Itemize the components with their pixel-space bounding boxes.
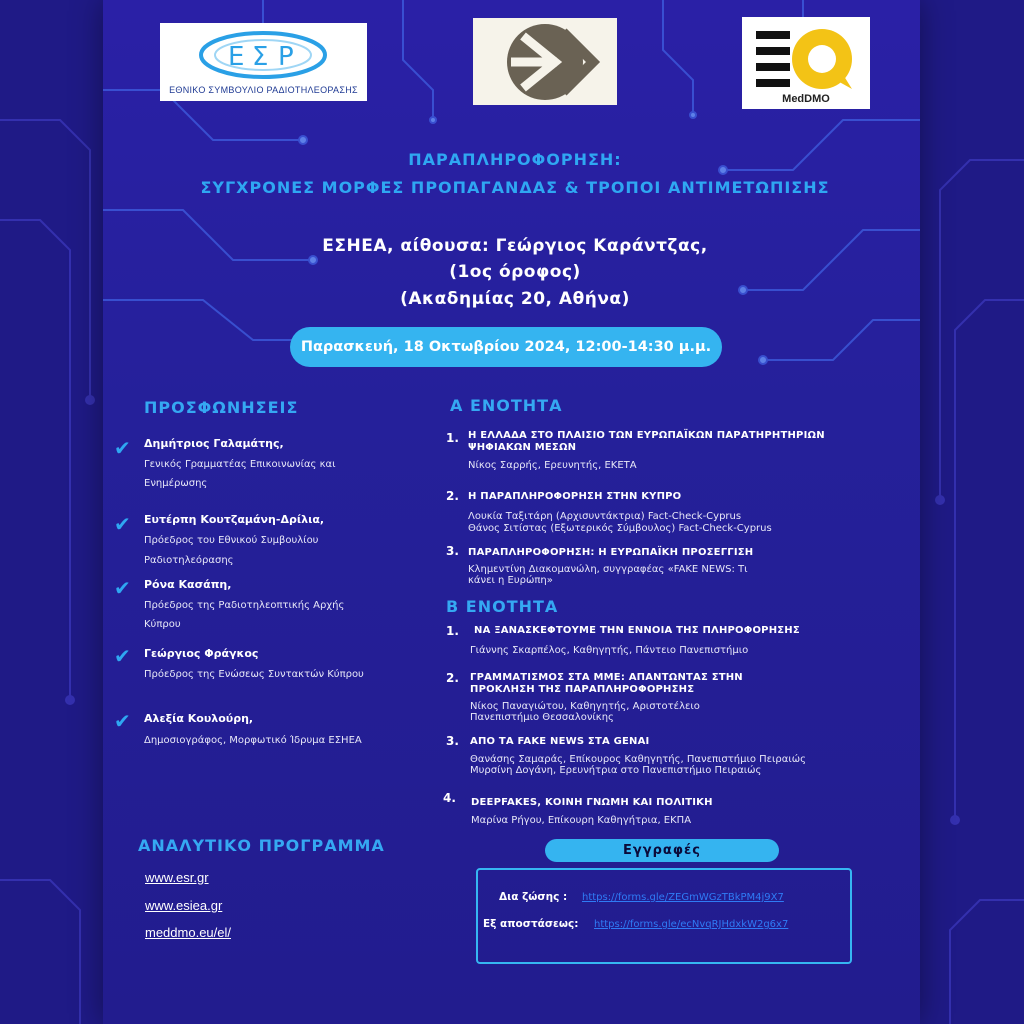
speaker-role: Κύπρου bbox=[144, 619, 181, 630]
speaker-name: Γεώργιος Φράγκος bbox=[144, 647, 259, 660]
check-icon: ✔ bbox=[114, 576, 131, 600]
item-number: 3. bbox=[446, 734, 459, 748]
speaker-role: Ενημέρωσης bbox=[144, 478, 208, 489]
remote-label: Εξ αποστάσεως: bbox=[483, 918, 579, 930]
item-number: 2. bbox=[446, 489, 459, 503]
item-speaker: Νίκος Παναγιώτου, Καθηγητής, Αριστοτέλειο bbox=[470, 701, 700, 712]
item-title: ΠΡΟΚΛΗΣΗ ΤΗΣ ΠΑΡΑΠΛΗΡΟΦΟΡΗΣΗΣ bbox=[470, 684, 695, 695]
item-title: ΓΡΑΜΜΑΤΙΣΜΟΣ ΣΤΑ ΜΜΕ: ΑΠΑΝΤΩΝΤΑΣ ΣΤΗΝ bbox=[470, 672, 743, 683]
registration-box bbox=[476, 868, 852, 964]
check-icon: ✔ bbox=[114, 512, 131, 536]
speaker-name: Ευτέρπη Κουτζαμάνη-Δρίλια, bbox=[144, 513, 325, 526]
item-title: ΑΠΟ ΤΑ FAKE NEWS ΣΤΑ GENAI bbox=[470, 736, 650, 747]
venue-line2: (1ος όροφος) bbox=[449, 262, 581, 282]
svg-text:Ε: Ε bbox=[228, 42, 245, 72]
speaker-name: Αλεξία Κουλούρη, bbox=[144, 712, 254, 725]
event-title-line2: ΣΥΓΧΡΟΝΕΣ ΜΟΡΦΕΣ ΠΡΟΠΑΓΑΝΔΑΣ & ΤΡΟΠΟΙ ΑΝΤΙΜΕΤΩΠΙΣΗΣ bbox=[200, 178, 830, 197]
in-person-form-link[interactable]: https://forms.gle/ZEGmWGzTBkPM4j9X7 bbox=[582, 892, 784, 903]
speaker-role: Γενικός Γραμματέας Επικοινωνίας και bbox=[144, 459, 336, 470]
section-a-heading: Α ΕΝΟΤΗΤΑ bbox=[450, 396, 563, 415]
meddmo-website-link[interactable]: meddmo.eu/el/ bbox=[145, 925, 231, 940]
item-speaker: Μυρσίνη Δογάνη, Ερευνήτρια στο Πανεπιστήμιο Πειραιώς bbox=[470, 765, 762, 776]
speaker-role: Δημοσιογράφος, Μορφωτικό Ίδρυμα ΕΣΗΕΑ bbox=[144, 735, 362, 746]
remote-form-link[interactable]: https://forms.gle/ecNvqRJHdxkW2g6x7 bbox=[594, 919, 789, 930]
check-icon: ✔ bbox=[114, 644, 131, 668]
meddmo-emblem-icon bbox=[742, 17, 870, 91]
meddmo-caption: MedDMO bbox=[782, 93, 830, 105]
meddmo-logo bbox=[742, 17, 870, 109]
item-speaker: κάνει η Ευρώπη» bbox=[468, 575, 553, 586]
event-title-line1: ΠΑΡΑΠΛΗΡΟΦΟΡΗΣΗ: bbox=[408, 150, 622, 169]
venue-line1: ΕΣΗΕΑ, αίθουσα: Γεώργιος Καράντζας, bbox=[322, 236, 708, 256]
item-title: ΨΗΦΙΑΚΩΝ ΜΕΣΩΝ bbox=[468, 442, 577, 453]
check-icon: ✔ bbox=[114, 436, 131, 460]
esr-logo bbox=[160, 23, 367, 101]
item-title: Η ΠΑΡΑΠΛΗΡΟΦΟΡΗΣΗ ΣΤΗΝ ΚΥΠΡΟ bbox=[468, 491, 682, 502]
item-speaker: Θάνος Σιτίστας (Εξωτερικός Σύμβουλος) Fact-Check-Cyprus bbox=[468, 523, 772, 534]
greetings-heading: ΠΡΟΣΦΩΝΗΣΕΙΣ bbox=[144, 398, 299, 417]
check-icon: ✔ bbox=[114, 709, 131, 733]
esr-emblem-icon bbox=[160, 23, 367, 83]
item-number: 1. bbox=[446, 624, 459, 638]
esr-logo-caption: ΕΘΝΙΚΟ ΣΥΜΒΟΥΛΙΟ ΡΑΔΙΟΤΗΛΕΟΡΑΣΗΣ bbox=[169, 85, 358, 95]
speaker-role: Ραδιοτηλεόρασης bbox=[144, 555, 234, 566]
esiea-website-link[interactable]: www.esiea.gr bbox=[145, 898, 223, 913]
section-b-heading: Β ΕΝΟΤΗΤΑ bbox=[446, 597, 559, 616]
item-number: 4. bbox=[443, 791, 456, 805]
speaker-name: Δημήτριος Γαλαμάτης, bbox=[144, 437, 284, 450]
item-speaker: Νίκος Σαρρής, Ερευνητής, ΕΚΕΤΑ bbox=[468, 460, 637, 471]
program-heading: ΑΝΑΛΥΤΙΚΟ ΠΡΟΓΡΑΜΜΑ bbox=[138, 836, 385, 855]
item-speaker: Γιάννης Σκαρπέλος, Καθηγητής, Πάντειο Πανεπιστήμιο bbox=[470, 645, 749, 656]
esr-website-link[interactable]: www.esr.gr bbox=[145, 870, 209, 885]
item-speaker: Θανάσης Σαμαράς, Επίκουρος Καθηγητής, Πανεπιστήμιο Πειραιώς bbox=[470, 754, 806, 765]
registration-heading: Εγγραφές bbox=[545, 839, 779, 862]
venue-line3: (Ακαδημίας 20, Αθήνα) bbox=[400, 289, 630, 309]
esiea-emblem-icon bbox=[473, 18, 617, 105]
item-number: 2. bbox=[446, 671, 459, 685]
speaker-role: Πρόεδρος της Ενώσεως Συντακτών Κύπρου bbox=[144, 669, 364, 680]
item-speaker: Κλημεντίνη Διακομανώλη, συγγραφέας «FAKE NEWS: Τι bbox=[468, 564, 748, 575]
event-date-badge: Παρασκευή, 18 Οκτωβρίου 2024, 12:00-14:30 μ.μ. bbox=[290, 327, 722, 367]
item-title: ΠΑΡΑΠΛΗΡΟΦΟΡΗΣΗ: Η ΕΥΡΩΠΑΪΚΗ ΠΡΟΣΕΓΓΙΣΗ bbox=[468, 547, 754, 558]
svg-text:Σ: Σ bbox=[252, 42, 269, 72]
item-speaker: Πανεπιστήμιο Θεσσαλονίκης bbox=[470, 712, 614, 723]
item-title: Η ΕΛΛΑΔΑ ΣΤΟ ΠΛΑΙΣΙΟ ΤΩΝ ΕΥΡΩΠΑΪΚΩΝ ΠΑΡΑΤΗΡΗΤΗΡΙΩΝ bbox=[468, 430, 825, 441]
esiea-logo bbox=[473, 18, 617, 105]
item-speaker: Λουκία Ταξιτάρη (Αρχισυντάκτρια) Fact-Check-Cyprus bbox=[468, 511, 742, 522]
speaker-role: Πρόεδρος του Εθνικού Συμβουλίου bbox=[144, 535, 319, 546]
item-number: 1. bbox=[446, 431, 459, 445]
item-title: ΝΑ ΞΑΝΑΣΚΕΦΤΟΥΜΕ ΤΗΝ ΕΝΝΟΙΑ ΤΗΣ ΠΛΗΡΟΦΟΡΗΣΗΣ bbox=[474, 625, 800, 636]
speaker-role: Πρόεδρος της Ραδιοτηλεοπτικής Αρχής bbox=[144, 600, 345, 611]
item-speaker: Μαρίνα Ρήγου, Επίκουρη Καθηγήτρια, ΕΚΠΑ bbox=[471, 815, 692, 826]
speaker-name: Ρόνα Κασάπη, bbox=[144, 578, 232, 591]
svg-text:Ρ: Ρ bbox=[278, 42, 294, 72]
item-number: 3. bbox=[446, 544, 459, 558]
in-person-label: Δια ζώσης : bbox=[499, 891, 568, 903]
item-title: DEEPFAKES, ΚΟΙΝΗ ΓΝΩΜΗ ΚΑΙ ΠΟΛΙΤΙΚΗ bbox=[471, 797, 713, 808]
